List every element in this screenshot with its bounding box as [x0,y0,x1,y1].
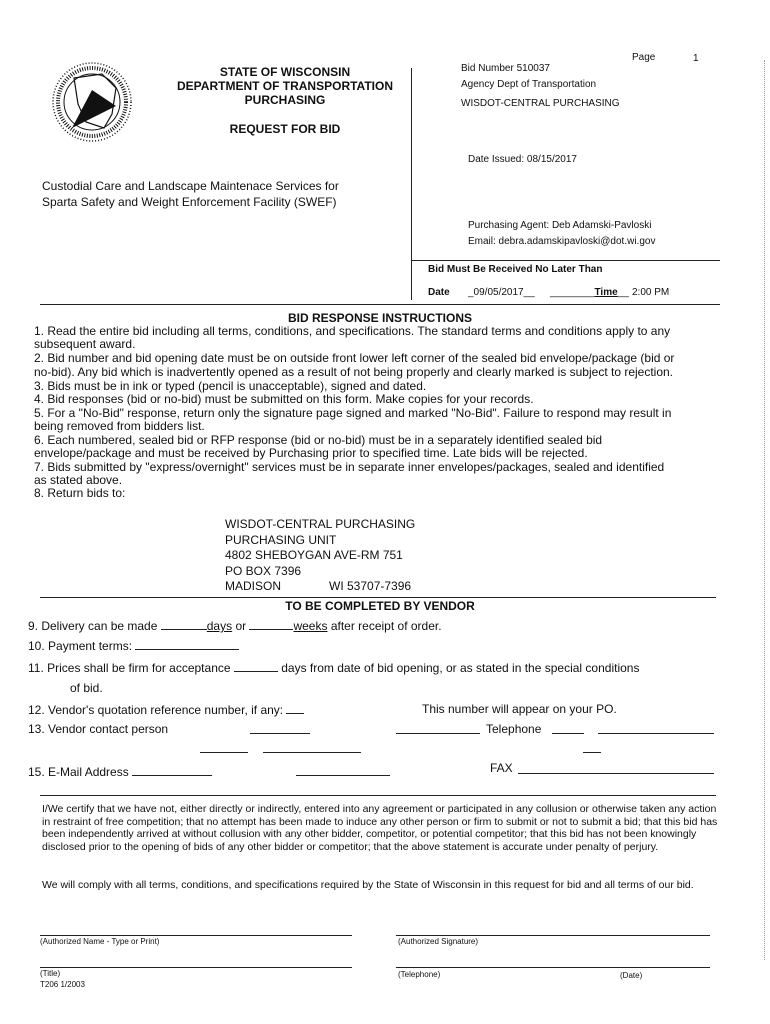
email-row [28,764,212,779]
form-id: T206 1/2003 [40,980,85,989]
time-label: Time [594,287,618,298]
quote-label: 12. Vendor's quotation reference number, if any: [28,703,284,717]
authorized-name-field[interactable] [40,935,352,936]
fax-field[interactable] [518,773,714,774]
email-field-2[interactable] [296,775,390,776]
signer-date-label: (Date) [620,971,643,980]
wisconsin-seal-icon [50,58,134,146]
due-date: _09/05/2017__ [468,287,535,298]
compliance-text: We will comply with all terms, conditions, and specifications required by the State of Wisconsin in this request for bid and all terms of our bid. [42,879,694,891]
quote-ref-field[interactable] [286,702,304,714]
email-label: 15. E-Mail Address [28,765,129,779]
bid-number: Bid Number 510037 [461,63,550,74]
payment-label: 10. Payment terms: [28,639,133,653]
vendor-heading: TO BE COMPLETED BY VENDOR [285,599,475,613]
deadline-label: Bid Must Be Received No Later Than [428,264,603,275]
agency: Agency Dept of Transportation [461,79,597,90]
instruction-line: envelope/package and must be received by Purchasing prior to specified time. Late bids will be rejected. [34,446,588,460]
po-note: This number will appear on your PO. [422,702,617,716]
title-line-2: DEPARTMENT OF TRANSPORTATION [177,79,393,93]
instruction-line: subsequent award. [34,337,136,351]
payment-terms-field[interactable] [135,638,239,650]
address-line: PURCHASING UNIT [225,532,337,547]
due-time: 2:00 PM [632,287,670,298]
delivery-weeks-field[interactable] [249,618,293,630]
purchasing-agent: Purchasing Agent: Deb Adamski-Pavloski [468,220,652,231]
instruction-line: being removed from bidders list. [34,419,205,433]
address-line: PO BOX 7396 [225,563,302,578]
prices-rest: days from date of bid opening, or as stated in the special conditions [281,661,640,675]
project-line-1: Custodial Care and Landscape Maintenace Services for [42,179,339,193]
certification-text: I/We certify that we have not, either directly or indirectly, entered into any agreement or participated in any collusion or otherwise taken any action in restraint of free competition; that no attempt has been made to induce any other person or firm to submit or not to submit a bid; that this bid has been independently arrived at without collusion with any other bidder, competitor, or potential competitor; that this bid has not been knowingly disclosed prior to the opening of bids of any other bidder or competitor; that the above statement is accurate under penalty of perjury. [42,803,718,853]
instructions-heading: BID RESPONSE INSTRUCTIONS [287,311,473,325]
payment-row [28,638,239,653]
weeks-word: weeks [293,619,328,633]
title-label: (Title) [40,969,61,978]
contact-label: 13. Vendor contact person [28,722,169,736]
date-label: Date [428,287,450,298]
telephone-field[interactable] [598,733,714,734]
contact-extra-field-2[interactable] [263,752,361,753]
prices-row [28,660,639,675]
instruction-line: 4. Bid responses (bid or no-bid) must be submitted on this form. Make copies for your records. [34,392,534,406]
header-divider [411,68,412,300]
title-field[interactable] [40,967,352,968]
authorized-signature-label: (Authorized Signature) [398,937,479,946]
prices-days-field[interactable] [234,660,278,672]
delivery-label: 9. Delivery can be made [28,619,158,633]
or-word: or [235,619,247,633]
address-city: MADISON [225,579,282,593]
delivery-days-field[interactable] [161,618,207,630]
return-address [225,517,415,595]
address-state-zip: WI 53707-7396 [329,579,412,593]
contact-field-2[interactable] [396,733,480,734]
certification-rule [40,795,716,796]
after-receipt: after receipt of order. [330,619,442,633]
delivery-row [28,618,442,633]
signer-telephone-field[interactable] [396,967,710,968]
instruction-line: 5. For a "No-Bid" response, return only the signature page signed and marked "No-Bid". Failure to respond may result in [34,406,672,420]
telephone-extra-field[interactable] [583,752,601,753]
title-line-3: PURCHASING [244,93,326,107]
instruction-line: no-bid). Any bid which is inadvertently opened as a result of not being properly and clearly marked is subject to rejection. [34,365,674,379]
deadline-rule [411,260,720,261]
days-word: days [206,619,233,633]
wisdot-logo [50,58,134,151]
instruction-line: 6. Each numbered, sealed bid or RFP response (bid or no-bid) must be in a separately identified sealed bid [34,433,603,447]
page-number: 1 [693,53,699,64]
fax-label: FAX [490,761,513,775]
instruction-line: 8. Return bids to: [34,486,126,500]
signer-telephone-label: (Telephone) [398,970,441,979]
form-title: REQUEST FOR BID [229,122,341,136]
prices-label: 11. Prices shall be firm for acceptance [28,661,231,675]
project-title [42,178,339,210]
contact-extra-field[interactable] [200,752,248,753]
address-line: WISDOT-CENTRAL PURCHASING [225,517,416,531]
address-line: 4802 SHEBOYGAN AVE-RM 751 [225,548,403,562]
email-field[interactable] [132,764,212,776]
instruction-line: 7. Bids submitted by "express/overnight" services must be in separate inner envelopes/packages, sealed and identified [34,460,665,474]
of-bid: of bid. [70,681,103,695]
instruction-line: 3. Bids must be in ink or typed (pencil is unacceptable), signed and dated. [34,379,427,393]
quote-row [28,702,304,717]
project-line-2: Sparta Safety and Weight Enforcement Facility (SWEF) [42,195,337,209]
telephone-label: Telephone [486,722,542,736]
telephone-area-field[interactable] [552,733,584,734]
agent-email: Email: debra.adamskipavloski@dot.wi.gov [468,236,656,247]
scan-edge [764,60,766,960]
date-issued: Date Issued: 08/15/2017 [468,154,577,165]
instruction-line: 2. Bid number and bid opening date must be on outside front lower left corner of the sealed bid envelope/package (bid or [34,351,675,365]
vendor-rule [40,597,716,598]
instruction-line: as stated above. [34,473,123,487]
purchasing-unit: WISDOT-CENTRAL PURCHASING [461,98,620,109]
page-label: Page [632,52,656,63]
title-line-1: STATE OF WISCONSIN [219,65,351,79]
time-label-wrap: ________Time__ [550,287,629,298]
address-line [225,579,415,595]
contact-field[interactable] [250,733,310,734]
instructions-top-rule [40,304,720,305]
agency-title [160,65,410,107]
authorized-signature-field[interactable] [396,935,710,936]
instruction-line: 1. Read the entire bid including all terms, conditions, and specifications. The standard terms and conditions apply to any [34,324,671,338]
authorized-name-label: (Authorized Name - Type or Print) [40,937,160,946]
